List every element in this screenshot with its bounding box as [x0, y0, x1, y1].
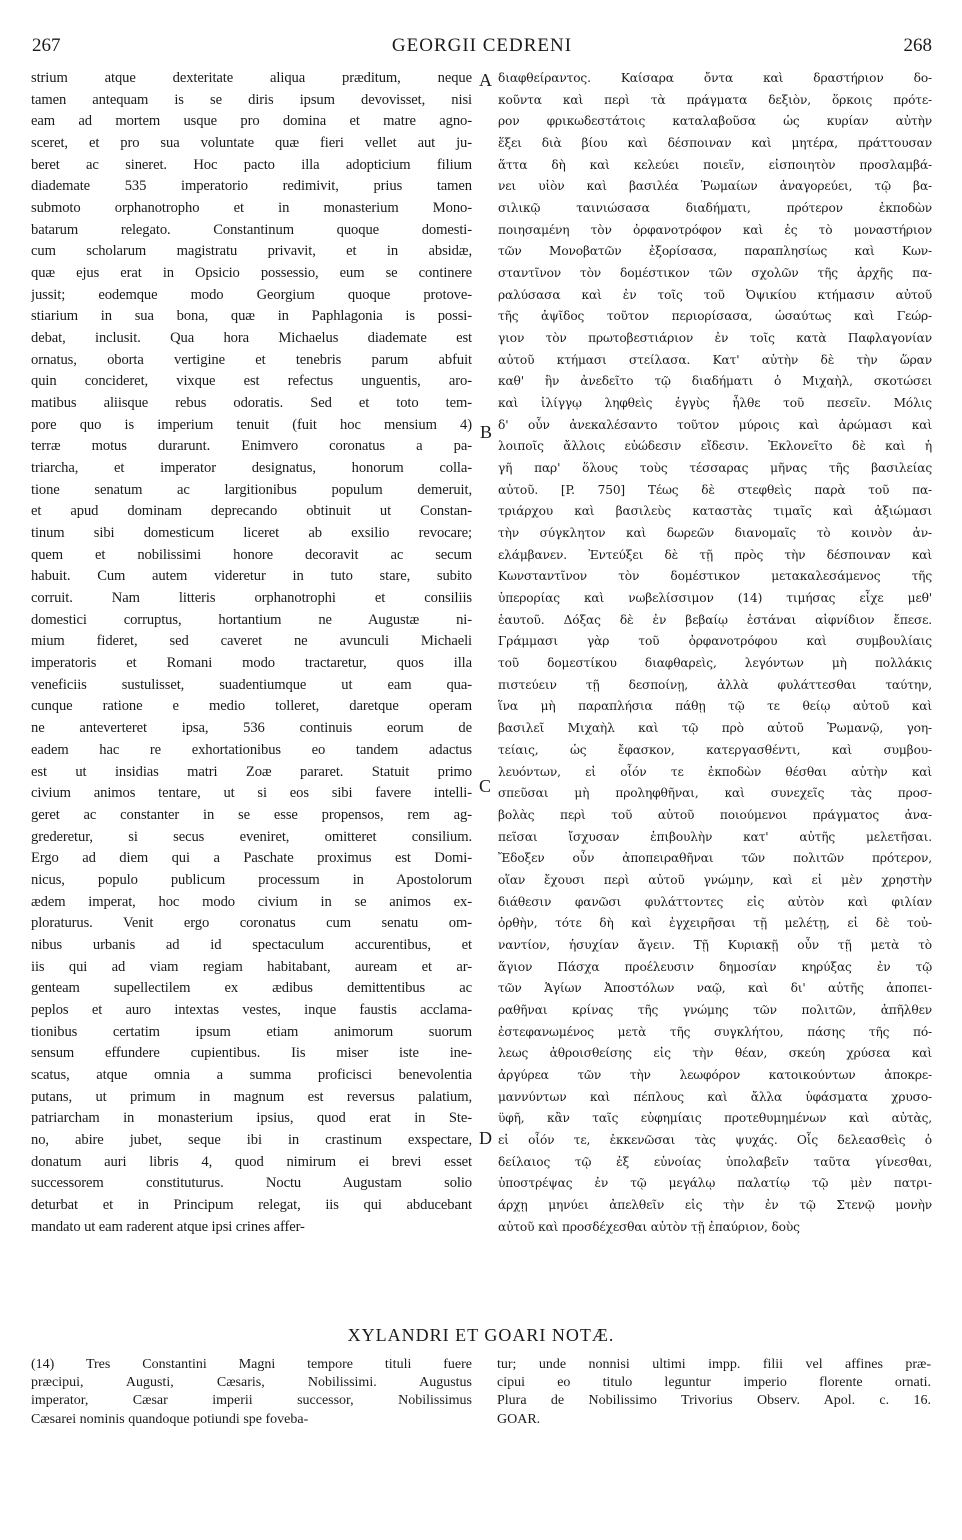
- greek-text-line: καὶ ἰλίγγῳ ληφθεὶς ἐγγὺς ἦλθε τοῦ πεσεῖν. Μόλις: [498, 396, 932, 411]
- greek-text-line: πιστεύειν τῇ δεσποίνῃ, ἀλλὰ φυλάττεσθαι ταύτην,: [498, 677, 932, 692]
- latin-text-line: tamen antequam is se diris ipsum devovisset, nisi: [31, 91, 472, 108]
- latin-text-line: deturbat et in Principum relegat, iis qui abducebant: [31, 1196, 472, 1213]
- latin-text-line: quem et nobilissimi honore decoravit ac secum: [31, 546, 472, 563]
- latin-text-line: et apud dominam deprecando obtinuit ut Constan-: [31, 503, 472, 520]
- latin-text-line: ne anteverteret ipsa, 536 continuis eorum de: [31, 720, 472, 737]
- latin-text-line: mium fideret, sed caveret ne avunculi Michaeli: [31, 633, 472, 650]
- greek-text-line: καθ' ἣν ἀνεδεῖτο τῷ διαδήματι ὁ Μιχαὴλ, σκοτώσει: [498, 374, 932, 389]
- margin-marker-a: A: [479, 70, 492, 90]
- greek-text-line: λοιποῖς ἄλλοις εὐώδεσιν εἴδεσιν. Ἐκλονεῖτο δὲ καὶ ἡ: [498, 439, 932, 454]
- latin-text-line: beret ac sineret. Hoc pacto illa adopticium filium: [31, 156, 472, 173]
- latin-text-line: genteam supellectilem ex ædibus demittentibus ac: [31, 980, 472, 997]
- latin-text-line: scatus, atque omnia a summa proficisci benevolentia: [31, 1066, 472, 1083]
- latin-text-line: batarum relegato. Constantinum quoque domesti-: [31, 221, 472, 238]
- latin-text-line: ploraturus. Venit ergo coronatus cum senatu om-: [31, 915, 472, 932]
- greek-text-line: ὑπερορίας καὶ νωβελίσσιμον (14) τιμήσας εἶχε μεθ': [498, 591, 932, 606]
- greek-text-line: τοῦ δομεστίκου διαφθαρεὶς, λεγόντων μὴ πολλάκις: [498, 656, 932, 671]
- greek-text-line: τῶν Ἁγίων Ἀποστόλων ναῷ, καὶ δι' αὐτῆς ἀποπει-: [498, 981, 932, 996]
- note-text-line: Cæsarei nominis quandoque potiundi spe foveba-: [31, 1411, 309, 1427]
- latin-text-line: tione senatum ac largitionibus populum demeruit,: [31, 481, 472, 498]
- greek-text-line: ὑποστρέψας ἐν τῷ μεγάλῳ παλατίῳ τῷ μὲν πατρι-: [498, 1176, 932, 1191]
- latin-text-line: triarcha, et imperator designatus, honorum colla-: [31, 460, 472, 477]
- latin-text-line: nibus urbanis ad id spectaculum accurentibus, et: [31, 936, 472, 953]
- greek-text-line: ρον φρικωδεστάτοις καταλαβοῦσα ὡς κυρίαν αὐτὴν: [498, 114, 932, 129]
- greek-text-line: κοῦντα καὶ περὶ τὰ πράγματα δεξιὸν, ὅρκοις πρότε-: [498, 92, 932, 107]
- greek-text-line: γιον τὸν πρωτοβεστιάριον ἐν τοῖς κατὰ Παφλαγονίαν: [498, 331, 932, 346]
- latin-text-line: eadem hac re exhortationibus eo tandem adactus: [31, 741, 472, 758]
- greek-text-line: πεῖσαι ἴσχυσαν ἐπιβουλὴν κατ' αὐτῆς μελετῆσαι.: [498, 829, 932, 844]
- latin-text-line: debat, inclusit. Qua hora Michaelus diademate est: [31, 330, 472, 347]
- greek-text-line: δ' οὖν ἀνεκαλέσαντο τοῦτον μύροις καὶ ἀρώμασι καὶ: [498, 417, 932, 432]
- latin-text-line: imperatoris et Romani modo tractaretur, quos illa: [31, 655, 472, 672]
- note-text-line: GOAR.: [497, 1411, 541, 1427]
- latin-text-line: quin concideret, vixque est refectus unguentis, aro-: [31, 373, 472, 390]
- latin-text-line: mandato ut eam raderent atque ipsi crines affer-: [31, 1218, 305, 1235]
- notes-left-column: [31, 1356, 472, 1429]
- note-text-line: Plura de Nobilissimo Trivorius Observ. Apol. c. 16.: [497, 1393, 931, 1409]
- notes-right-column: [497, 1356, 931, 1429]
- greek-text-line: ἕξει διὰ βίου καὶ δέσποιναν καὶ μητέρα, πράττουσαν: [498, 136, 932, 151]
- greek-text-line: εἰ οἷόν τε, ἐκκενῶσαι τὰς ψυχάς. Οἷς δελεασθεὶς ὁ: [498, 1132, 932, 1147]
- latin-text-line: putans, ut primum in magnum est reversus palatium,: [31, 1088, 472, 1105]
- greek-text-line: ναντίον, ἡσυχίαν ἄγειν. Τῇ Κυριακῇ οὖν τῇ μετὰ τὸ: [498, 937, 932, 952]
- greek-text-line: ἑαυτοῦ. Δόξας δὲ ἐν βεβαίῳ ἑστάναι αἰφνίδιον ἔπεσε.: [498, 612, 932, 627]
- note-text-line: imperator, Cæsar imperii successor, Nobilissimus: [31, 1393, 472, 1409]
- greek-text-line: βολὰς περὶ τοῦ αὐτοῦ ποιούμενοι πράγματος ἀνα-: [498, 807, 932, 822]
- greek-text-line: ἅγιον Πάσχα προέλευσιν δημοσίαν κηρύξας ἐν τῷ: [498, 959, 932, 974]
- page-number-right: 268: [903, 35, 932, 56]
- greek-text-line: ελάμβανεν. Ἐντεύξει δὲ τῇ πρὸς τὴν δέσποιναν καὶ: [498, 547, 932, 562]
- greek-text-line: τείαις, ὡς ἔφασκον, κατεργασθέντι, καὶ συμβου-: [498, 742, 932, 757]
- latin-text-line: submoto orphanotropho et in monasterium Mono-: [31, 200, 472, 217]
- latin-text-line: sensum effundere cupientibus. Iis miser iste ine-: [31, 1045, 472, 1062]
- greek-text-line: διαφθείραντος. Καίσαρα ὄντα καὶ δραστήριον δο-: [498, 71, 932, 85]
- latin-text-line: tionibus certatim ipsum etiam animorum suorum: [31, 1023, 472, 1040]
- page-number-left: 267: [32, 35, 61, 56]
- greek-text-line: Γράμμασι γὰρ τοῦ ὀρφανοτρόφου καὶ συμβουλίαις: [498, 634, 932, 649]
- page-header: [32, 34, 932, 58]
- latin-text-line: patriarcham in monasterium ipsius, quod erat in Ste-: [31, 1110, 472, 1127]
- latin-text-line: peplos et auro intextas vestes, inque faustis acclama-: [31, 1001, 472, 1018]
- greek-text-line: ἀργύρεα τῶν τὴν λεωφόρον κατοικούντων ἀποκρε-: [498, 1067, 932, 1082]
- greek-text-line: διάθεσιν φανῶσι φυλάττοντες εἰς αὐτὸν καὶ φιλίαν: [498, 894, 932, 909]
- latin-text-line: cunque ratione e medio tolleret, daretque operam: [31, 698, 472, 715]
- greek-text-line: μαννύντων καὶ πέπλους καὶ ἄλλα ὑφάσματα χρυσο-: [498, 1089, 932, 1104]
- latin-text-line: no, abire jubet, seque ibi in crastinum exspectare,: [31, 1131, 472, 1148]
- latin-text-line: matibus aliisque rebus odoratis. Sed et toto tem-: [31, 395, 472, 412]
- latin-text-line: grederetur, si secus eveniret, omitteret consilium.: [31, 828, 472, 845]
- greek-text-line: λεως ἀθροισθείσης εἰς τὴν θέαν, σκεύη χρύσεα καὶ: [498, 1046, 932, 1061]
- greek-text-line: βασιλεῖ Μιχαὴλ καὶ τῷ πρὸ αὐτοῦ Ῥωμανῷ, γοη-: [498, 721, 932, 736]
- greek-text-line: ποιησαμένη τὸν ὀρφανοτρόφον καὶ ἐς τὸ μοναστήριον: [498, 222, 932, 237]
- greek-text-line: λευόντων, εἰ οἷόν τε ἐκποδὼν θέσθαι αὐτὴν καὶ: [498, 764, 932, 779]
- greek-text-line: ἐστεφανωμένος μετὰ τῆς συγκλήτου, πάσης τῆς πό-: [498, 1024, 932, 1039]
- greek-text-line: αὐτοῦ καὶ προσδέχεσθαι αὐτὸν τῇ ἐπαύριον, δοὺς: [498, 1219, 800, 1234]
- greek-text-line: τριάρχου καὶ βασιλεὺς καταστὰς τιμαῖς καὶ ἀξιώμασι: [498, 504, 932, 519]
- greek-text-line: δείλαιος τῷ ἐξ εὐνοίας ὑπολαβεῖν ταῦτα γίνεσθαι,: [498, 1154, 932, 1169]
- margin-marker-b: B: [480, 422, 493, 442]
- greek-text-line: ἵνα μὴ παραπλήσια πάθῃ τῷ τε θείῳ αὐτοῦ καὶ: [498, 699, 932, 714]
- latin-text-line: veneficiis sustulisset, suadentiumque ut eam qua-: [31, 676, 472, 693]
- greek-text-line: σταντῖνον τὸν δομέστικον τῶν σχολῶν τῆς ἀρχῆς πα-: [498, 266, 932, 281]
- greek-text-line: τῶν Μονοβατῶν ἐξορίσασα, παραπλησίως καὶ Κων-: [498, 244, 932, 259]
- latin-text-line: nicus, populo publicum processum in Apostolorum: [31, 871, 472, 888]
- latin-text-line: tinum sibi domesticum liceret ab exsilio revocare;: [31, 525, 472, 542]
- latin-text-line: habuit. Cum autem videretur in tuto stare, subito: [31, 568, 472, 585]
- greek-text-line: Κωνσταντῖνον τὸν δομέστικον μετακαλεσάμενος τῆς: [498, 569, 932, 584]
- running-title: GEORGII CEDRENI: [391, 35, 573, 56]
- latin-text-line: corruit. Nam litteris orphanotrophi et consiliis: [31, 590, 472, 607]
- greek-text-line: τὴν σύγκλητον καὶ δωρεῶν διανομαῖς τὸ κοινὸν ἀν-: [498, 526, 932, 541]
- greek-text-line: αὐτοῦ κτήμασι στείλασα. Κατ' αὐτὴν δὲ τὴν ὥραν: [498, 352, 932, 367]
- greek-text-line: ἅττα δὴ καὶ κελεύει ποιεῖν, εἰσποιητὸν προσλαμβά-: [498, 157, 932, 172]
- latin-text-line: iis qui ad viam regiam habitabant, auream et ar-: [31, 958, 472, 975]
- greek-text-line: ϋφῆ, κἂν ταῖς εὐφημίαις προτεθυμημένων καὶ αὐτὰς,: [498, 1111, 932, 1126]
- note-text-line: cipui eo titulo leguntur imperio florente ornati.: [497, 1375, 931, 1391]
- greek-text-line: αὐτοῦ. [P. 750] Τέως δὲ στεφθεὶς παρὰ τοῦ πα-: [498, 482, 932, 497]
- greek-text-line: τῆς ἀψῖδος τοῦτον περιορίσασα, ὡσαύτως καὶ Γεώρ-: [498, 309, 932, 324]
- greek-text-line: άρχῃ μηνύει ἀπελθεῖν εἰς τὴν ἐν τῷ Στενῷ μονὴν: [498, 1197, 932, 1212]
- latin-text-line: donatum auri libris 4, quod nimirum ei brevi esset: [31, 1153, 472, 1170]
- latin-text-line: terræ motus durarunt. Enimvero coronatus a pa-: [31, 438, 472, 455]
- latin-text-line: domestici corruptus, hortantium ne Augustæ ni-: [31, 611, 472, 628]
- latin-text-line: sceret, et pro sua voluntate quæ fieri vellet aut ju-: [31, 135, 472, 152]
- latin-text-line: ædem imperat, hoc modo civium in se animos ex-: [31, 893, 472, 910]
- latin-text-line: quæ ejus erat in Opsicio possessio, eum se continere: [31, 265, 472, 282]
- latin-text-line: eam ad mortem usque pro domina et matre agno-: [31, 113, 472, 130]
- latin-text-line: Ergo ad diem qui a Paschate proximus est Domi-: [31, 850, 472, 867]
- note-text-line: præcipui, Augusti, Cæsaris, Nobilissimi. Augustus: [31, 1375, 472, 1391]
- greek-text-line: σιλικῷ ταινιώσασα διαδήματι, πρότερον ἐκποδὼν: [498, 201, 932, 216]
- notes-title: XYLANDRI ET GOARI NOTÆ.: [347, 1325, 615, 1345]
- note-text-line: (14) Tres Constantini Magni tempore tituli fuere: [31, 1357, 472, 1372]
- latin-text-line: jussit; eodemque modo Georgium quoque protove-: [31, 286, 472, 303]
- latin-text-line: ornatus, oborta vertigine et tenebris parum abfuit: [31, 351, 472, 368]
- latin-text-line: pore quo is imperium tenuit (fuit hoc mensium 4): [31, 416, 472, 433]
- note-text-line: tur; unde nonnisi ultimi impp. filii vel affines præ-: [497, 1357, 931, 1372]
- greek-text-line: σπεῦσαι μὴ προληφθῆναι, καὶ συνεχεῖς τὰς προσ-: [498, 786, 932, 801]
- latin-text-line: diademate 535 imperatorio redimivit, prius tamen: [31, 178, 472, 195]
- latin-text-line: cum scholarum magistratu privavit, et in absidæ,: [31, 243, 472, 260]
- greek-text-line: οἵαν ἔχουσι περὶ αὐτοῦ γνώμην, καὶ εἰ μὲν χρηστὴν: [498, 872, 932, 887]
- greek-text-line: Ἔδοξεν οὖν ἀποπειραθῆναι τῶν πολιτῶν πρότερον,: [498, 851, 932, 866]
- latin-column: [31, 68, 472, 1238]
- margin-marker-c: C: [479, 776, 492, 796]
- latin-text-line: civium animos tentare, ut si eos sibi favere intelli-: [31, 785, 472, 802]
- latin-text-line: est ut insidias matri Zoæ pararet. Statuit primo: [31, 763, 472, 780]
- greek-text-line: ὀρθὴν, τότε δὴ καὶ ἐγχειρῆσαι τῇ μελέτῃ, εἰ δὲ τοὐ-: [498, 916, 932, 931]
- latin-text-line: successorem constituturus. Noctu Augustam solio: [31, 1175, 472, 1192]
- greek-text-line: ραλύσασα καὶ ἐν τοῖς τοῦ Ὀψικίου κτήμασιν αὐτοῦ: [498, 287, 932, 302]
- margin-marker-d: D: [479, 1128, 492, 1148]
- latin-text-line: strium atque dexteritate aliqua præditum, neque: [31, 70, 472, 86]
- greek-text-line: νει υἱὸν καὶ βασιλέα Ῥωμαίων ἀναγορεύει, τῷ βα-: [498, 179, 932, 194]
- greek-text-line: ραθῆναι κρίνας τῆς γνώμης τῶν πολιτῶν, ἀπῆλθεν: [498, 1002, 932, 1017]
- greek-column: [498, 68, 932, 1238]
- greek-text-line: γῆ παρ' ὅλους τοὺς τέσσαρας μῆνας τῆς βασιλείας: [498, 461, 932, 476]
- latin-text-line: geret ac constanter in se esse propensos, rem ag-: [31, 806, 472, 823]
- latin-text-line: stiarium in sua bona, quæ in Paphlagonia is possi-: [31, 308, 472, 325]
